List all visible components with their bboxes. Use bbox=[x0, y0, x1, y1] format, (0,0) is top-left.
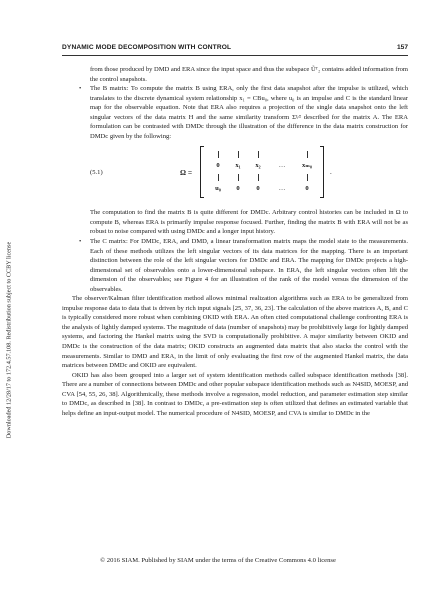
bullet-c-matrix: • The C matrix: For DMDc, ERA, and DMD, a linear transformation matrix maps the model state to the measurements. Each of these methods utilizes the left singular vectors of its data matrices for the mapping. There is an important distinction between the role of the left singular vectors for DMDc and ERA. The mapping for DMDc projects a high-dimensional set of observables onto a lower-dimensional subspace. In ERA, the left singular vectors often lift the dimension of the observables; see Figure 4 for an illustration of the rank of the model versus the dimension of the observables. bbox=[62, 237, 408, 294]
matrix-cell: … bbox=[278, 162, 286, 170]
matrix-column-bar bbox=[238, 174, 239, 181]
paragraph-okid: The observer/Kalman filter identification method allows minimal realization algorithms such as ERA to be generalized from impulse response data to data that is driven by rich input signals [25, 37, 36, 23]. The calculation of the above matrices A, B, and C is typically considered more robust when combining OKID with ERA. An often cited computational challenge confronting ERA is the analysis of lightly damped systems. The magnitude of data (number of snapshots) may be prohibitively large for lightly damped systems, and factoring the Hankel matrix using the SVD is computationally prohibitive. A major similarity between OKID and DMDc is the construction of the data matrix; OKID constructs an augmented data matrix that also stacks the control with the measurements. Similar to DMD and ERA, in the limit of only evaluating the first row of the augmented Hankel matrix, the data matrices between DMDc and OKID are equivalent. bbox=[62, 295, 408, 370]
matrix-cell: 0 bbox=[256, 185, 260, 193]
matrix-cell: … bbox=[278, 185, 286, 193]
page-number: 157 bbox=[396, 44, 408, 51]
matrix-column-bar bbox=[307, 174, 308, 181]
matrix-cell: u₀ bbox=[215, 185, 221, 193]
matrix-cell: x₁ bbox=[235, 162, 241, 170]
left-bracket bbox=[200, 146, 204, 198]
paragraph-subspace-id: OKID has also been grouped into a larger set of system identification methods called subspace identification methods [38]. There are a number of connections between DMDc and other popular subspace identification methods such as N4SID, MOESP, and CVA [54, 55, 26, 38]. Algorithmically, these methods involve a regression, model reduction, and parameter estimation step similar to DMDc, as described in [38]. In contrast to DMDc, a pre-estimation step is often utilized that defines an estimated variable that helps define an input-output model. The numerical procedure of N4SID, MOESP, and CVA is similar to DMDc in the bbox=[62, 371, 408, 417]
paragraph-continued: from those produced by DMD and ERA since the input space and thus the subspace Ũᵀ₂ contains added information from the control snapshots. bbox=[90, 66, 408, 83]
running-title: DYNAMIC MODE DECOMPOSITION WITH CONTROL bbox=[62, 44, 232, 51]
right-bracket bbox=[320, 146, 324, 198]
body-text bbox=[62, 65, 408, 418]
license-footer: © 2016 SIAM. Published by SIAM under the terms of the Creative Commons 4.0 license bbox=[100, 557, 336, 564]
matrix-cell: xₘ₀ bbox=[301, 162, 313, 170]
paragraph-b-computation: The computation to find the matrix B is quite different for DMDc. Arbitrary control histories can be included in Ω to compute B, whereas ERA is primarily impulse response focused. Further, finding the matrix B with ERA will not be as robust to noise compared with using DMDc and a longer input history. bbox=[90, 209, 408, 236]
matrix-column-bar bbox=[258, 151, 259, 158]
equation-body bbox=[180, 144, 400, 200]
header-rule bbox=[62, 55, 408, 56]
equation-lhs: Ω = bbox=[180, 168, 193, 178]
download-notice: Downloaded 12/28/17 to 172.4.57.108. Redistribution subject to CCBY license bbox=[5, 241, 13, 439]
download-side-note bbox=[4, 190, 14, 490]
matrix-column-bar bbox=[307, 151, 308, 158]
matrix-column-bar bbox=[238, 151, 239, 158]
matrix-cell: 0 bbox=[236, 185, 240, 193]
equation-period: . bbox=[330, 168, 332, 177]
matrix-column-bar bbox=[218, 151, 219, 158]
matrix-cell: x₂ bbox=[255, 162, 261, 170]
matrix-column-bar bbox=[218, 174, 219, 181]
matrix-cell: 0 bbox=[216, 162, 220, 170]
equation-5-1 bbox=[62, 144, 408, 204]
matrix-column-bar bbox=[258, 174, 259, 181]
bullet-b-matrix: • The B matrix: To compute the matrix B using ERA, only the first data snapshot after the impulse is utilized, which translates to the discrete dynamical system relationship x₁ = CBu₀, where u₀ is an impulse and C is the standard linear map for the observable equation. Note that ERA also requires a projection of the single data snapshot onto the left singular vectors of the data matrix H and the same similarity transform Σ¹⁄² described for the matrix A. The ERA formulation can be contrasted with DMDc through the illustration of the difference in the data matrix construction for DMDc given by the following: bbox=[62, 84, 408, 141]
equation-number: (5.1) bbox=[90, 169, 103, 177]
matrix-cell: 0 bbox=[305, 185, 309, 193]
